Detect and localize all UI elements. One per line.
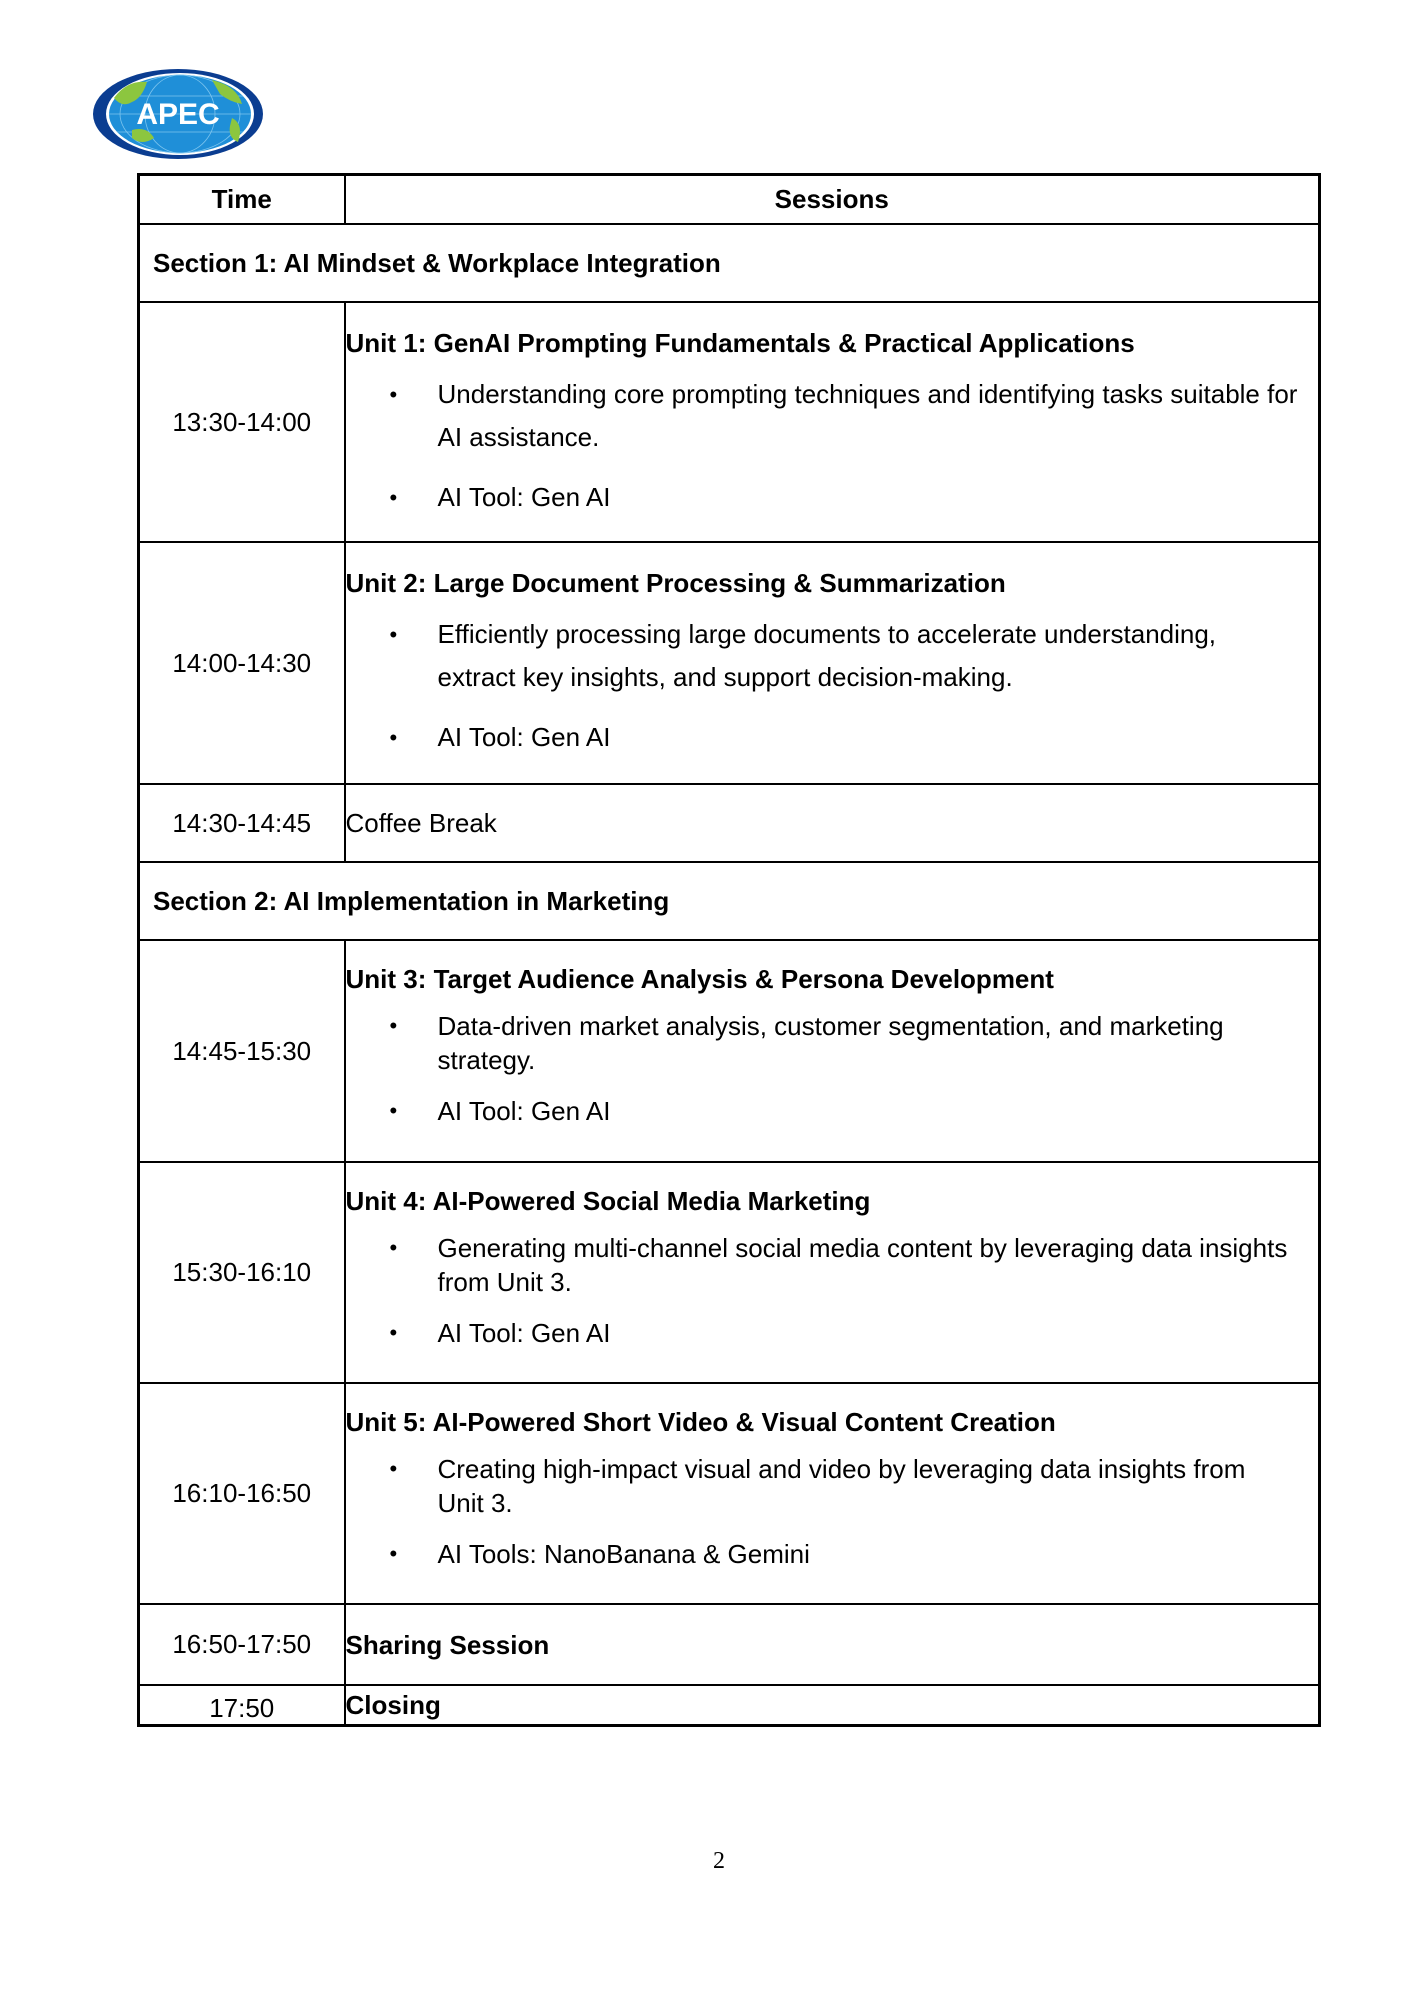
table-row (139, 940, 1320, 1162)
section-row (139, 862, 1320, 940)
table-header-row (139, 175, 1320, 225)
logo-text: APEC (136, 98, 220, 131)
session-time: 17:50 (139, 1685, 345, 1725)
session-cell (345, 940, 1320, 1162)
table-row (139, 784, 1320, 862)
session-time: 14:00-14:30 (139, 542, 345, 784)
session-time: 16:50-17:50 (139, 1604, 345, 1685)
section-1-title: Section 1: AI Mindset & Workplace Integration (139, 224, 1320, 302)
sharing-session: Sharing Session (345, 1604, 1320, 1685)
session-cell (345, 1162, 1320, 1383)
table-row (139, 302, 1320, 542)
bullet-item: • Generating multi-channel social media content by leveraging data insights from Unit 3. (346, 1231, 1319, 1299)
bullet-item: • AI Tool: Gen AI (346, 1316, 1319, 1350)
session-cell (345, 1383, 1320, 1604)
table-row (139, 1383, 1320, 1604)
table-row (139, 1604, 1320, 1685)
session-cell (345, 302, 1320, 542)
bullet-item: • AI Tool: Gen AI (346, 1094, 1319, 1128)
bullet-item: • AI Tool: Gen AI (346, 476, 1319, 519)
section-row (139, 224, 1320, 302)
section-2-title: Section 2: AI Implementation in Marketing (139, 862, 1320, 940)
apec-logo (92, 68, 264, 160)
bullet-item: • AI Tool: Gen AI (346, 716, 1319, 759)
table-row (139, 1162, 1320, 1383)
table-row (139, 542, 1320, 784)
header-sessions: Sessions (345, 175, 1320, 225)
session-time: 14:30-14:45 (139, 784, 345, 862)
bullet-item: • Efficiently processing large documents to accelerate understanding, extract key insights, and support decision-making. (346, 613, 1319, 699)
unit-title: Unit 5: AI-Powered Short Video & Visual Content Creation (345, 1407, 1056, 1437)
agenda-table (137, 173, 1321, 1727)
session-time: 14:45-15:30 (139, 940, 345, 1162)
session-time: 15:30-16:10 (139, 1162, 345, 1383)
unit-title: Unit 3: Target Audience Analysis & Persona Development (345, 964, 1054, 994)
table-row (139, 1685, 1320, 1725)
coffee-break: Coffee Break (345, 784, 1320, 862)
bullet-item: • Data-driven market analysis, customer segmentation, and marketing strategy. (346, 1009, 1319, 1077)
unit-title: Unit 4: AI-Powered Social Media Marketing (345, 1186, 871, 1216)
page-number: 2 (713, 1848, 725, 1874)
unit-title: Unit 2: Large Document Processing & Summarization (345, 568, 1006, 598)
bullet-item: • Creating high-impact visual and video by leveraging data insights from Unit 3. (346, 1452, 1319, 1520)
session-cell (345, 542, 1320, 784)
header-time: Time (139, 175, 345, 225)
session-time: 13:30-14:00 (139, 302, 345, 542)
unit-title: Unit 1: GenAI Prompting Fundamentals & Practical Applications (345, 328, 1135, 358)
bullet-item: • Understanding core prompting techniques and identifying tasks suitable for AI assistance. (346, 373, 1319, 459)
bullet-item: • AI Tools: NanoBanana & Gemini (346, 1537, 1319, 1571)
session-time: 16:10-16:50 (139, 1383, 345, 1604)
closing-session: Closing (345, 1685, 1320, 1725)
